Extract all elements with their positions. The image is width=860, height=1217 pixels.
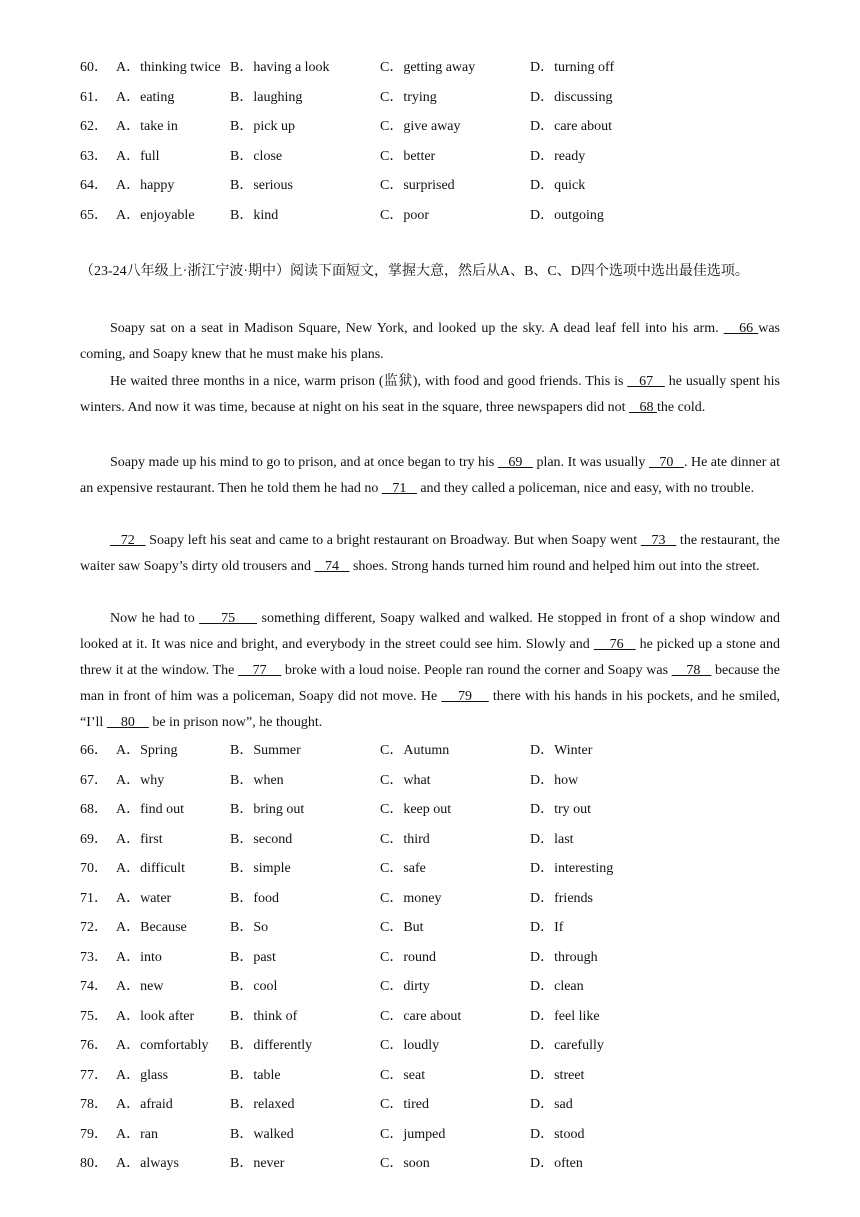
option-b: B．kind <box>230 207 279 223</box>
question-number: 71． <box>80 890 108 906</box>
option-a: A．new <box>116 979 164 994</box>
passage-text: because the man in front of him was a policeman, Soapy did not move. He <box>80 663 781 704</box>
question-number: 62． <box>80 119 108 134</box>
passage-paragraph-3 <box>80 450 780 502</box>
blank-79: 79 <box>441 689 489 704</box>
question-number: 74． <box>80 979 108 994</box>
option-a: A．look after <box>116 1008 195 1024</box>
option-d: D．carefully <box>530 1038 604 1053</box>
option-a: A．happy <box>116 178 175 193</box>
option-c: C．tired <box>380 1097 429 1112</box>
option-c: C．care about <box>380 1008 462 1024</box>
option-b: B．serious <box>230 178 293 193</box>
option-a: A．thinking twice <box>116 60 221 75</box>
question-number: 61． <box>80 89 108 105</box>
option-c: C．getting away <box>380 60 476 75</box>
option-b: B．cool <box>230 979 278 994</box>
passage-text: shoes. Strong hands turned him round and helped him out into the street. <box>349 559 760 574</box>
question-number: 63． <box>80 148 108 164</box>
option-d: D．often <box>530 1156 583 1171</box>
option-d: D．Winter <box>530 743 593 758</box>
passage-paragraph-4 <box>80 528 780 580</box>
option-a: A．into <box>116 949 162 965</box>
question-number: 73． <box>80 949 108 965</box>
question-number: 60． <box>80 60 108 75</box>
question-number: 72． <box>80 920 108 935</box>
option-a: A．full <box>116 148 160 164</box>
option-b: B．Summer <box>230 743 301 758</box>
blank-78: 78 <box>671 663 712 678</box>
option-d: D．try out <box>530 802 592 817</box>
option-c: C．Autumn <box>380 743 450 758</box>
question-number: 69． <box>80 831 108 847</box>
option-d: D．outgoing <box>530 207 604 223</box>
option-d: D．feel like <box>530 1008 600 1024</box>
blank-73: 73 <box>640 533 677 548</box>
option-d: D．ready <box>530 148 586 164</box>
question-number: 68． <box>80 802 108 817</box>
option-c: C．surprised <box>380 178 455 193</box>
blank-74: 74 <box>314 559 350 574</box>
option-b: B．never <box>230 1156 285 1171</box>
option-d: D．how <box>530 772 579 788</box>
option-b: B．second <box>230 831 293 847</box>
question-number: 78． <box>80 1097 108 1112</box>
option-c: C．keep out <box>380 802 452 817</box>
option-d: D．sad <box>530 1097 573 1112</box>
passage-paragraph-1 <box>80 316 780 368</box>
passage-text: He waited three months in a nice, warm prison (监狱), with food and good friends. This is <box>110 374 628 389</box>
option-d: D．interesting <box>530 861 614 876</box>
option-d: D．If <box>530 920 564 935</box>
option-a: A．always <box>116 1156 179 1171</box>
option-a: A．afraid <box>116 1097 173 1112</box>
option-d: D．last <box>530 831 574 847</box>
question-number: 70． <box>80 861 108 876</box>
passage-paragraph-2 <box>80 369 780 421</box>
option-d: D．friends <box>530 890 593 906</box>
option-a: A．eating <box>116 89 175 105</box>
option-d: D．turning off <box>530 60 615 75</box>
option-c: C．poor <box>380 207 429 223</box>
option-b: B．food <box>230 890 279 906</box>
passage-text: Soapy made up his mind to go to prison, and at once began to try his <box>110 455 498 470</box>
blank-77: 77 <box>237 663 282 678</box>
passage-text: was coming, and Soapy knew that he must make his plans. <box>80 321 781 362</box>
passage-text: he usually spent his winters. And now it was time, because at night on his seat in the square, three newspapers did not <box>80 374 781 415</box>
option-a: A．glass <box>116 1067 169 1083</box>
option-c: C．trying <box>380 89 437 105</box>
option-b: B．pick up <box>230 119 295 134</box>
option-a: A．Because <box>116 920 187 935</box>
option-a: A．take in <box>116 119 178 134</box>
option-a: A．first <box>116 831 163 847</box>
option-d: D．through <box>530 949 598 965</box>
option-a: A．find out <box>116 802 185 817</box>
question-number: 80． <box>80 1156 108 1171</box>
question-number: 64． <box>80 178 108 193</box>
option-c: C．what <box>380 772 431 788</box>
option-a: A．difficult <box>116 861 185 876</box>
option-b: B．past <box>230 949 276 965</box>
blank-71: 71 <box>381 481 417 496</box>
section-instruction: （23-24八年级上·浙江宁波·期中）阅读下面短文，掌握大意，然后从A、B、C、D四个选项中选出最佳选项。 <box>80 264 749 279</box>
option-b: B．when <box>230 772 284 788</box>
blank-76: 76 <box>593 637 636 652</box>
option-c: C．soon <box>380 1156 430 1171</box>
passage-text: plan. It was usually <box>532 455 649 470</box>
passage-text: Soapy left his seat and came to a bright restaurant on Broadway. But when Soapy went <box>145 533 641 548</box>
blank-75: 75 <box>199 611 258 626</box>
passage-text: something different, Soapy walked and walked. He stopped in front of a shop window and looked at it. It was nice and bright, and everybody in the street could see him. Slowly and <box>80 611 781 652</box>
blank-66: 66 <box>723 321 759 336</box>
option-b: B．think of <box>230 1008 298 1024</box>
passage-text: be in prison now”, he thought. <box>148 715 323 730</box>
option-b: B．laughing <box>230 89 303 105</box>
option-b: B．relaxed <box>230 1097 295 1112</box>
passage-text: . He ate dinner at an expensive restaurant. Then he told them he had no <box>80 455 781 496</box>
passage-text: he picked up a stone and threw it at the window. The <box>80 637 781 678</box>
option-a: A．why <box>116 772 165 788</box>
option-d: D．clean <box>530 979 584 994</box>
option-c: C．third <box>380 831 430 847</box>
option-c: C．loudly <box>380 1038 440 1053</box>
option-b: B．having a look <box>230 60 330 75</box>
blank-72: 72 <box>110 533 146 548</box>
option-d: D．discussing <box>530 89 613 105</box>
question-number: 75． <box>80 1008 108 1024</box>
option-b: B．walked <box>230 1126 294 1142</box>
passage-text: the restaurant, the waiter saw Soapy’s dirty old trousers and <box>80 533 781 574</box>
passage-text: the cold. <box>657 400 706 415</box>
question-number: 65． <box>80 207 108 223</box>
option-b: B．simple <box>230 861 291 876</box>
option-b: B．differently <box>230 1038 313 1053</box>
option-d: D．stood <box>530 1126 585 1142</box>
option-c: C．dirty <box>380 979 430 994</box>
passage-paragraph-5 <box>80 606 780 736</box>
option-b: B．So <box>230 920 269 935</box>
option-c: C．jumped <box>380 1126 446 1142</box>
option-c: C．But <box>380 920 424 935</box>
blank-80: 80 <box>106 715 149 730</box>
option-b: B．bring out <box>230 802 305 817</box>
option-c: C．money <box>380 890 442 906</box>
blank-67: 67 <box>627 374 665 389</box>
option-b: B．table <box>230 1067 281 1083</box>
option-a: A．Spring <box>116 743 178 758</box>
option-a: A．ran <box>116 1126 158 1142</box>
passage-text: Soapy sat on a seat in Madison Square, New York, and looked up the sky. A dead leaf fell into his arm. <box>110 321 724 336</box>
option-c: C．seat <box>380 1067 426 1083</box>
option-c: C．better <box>380 148 436 164</box>
option-a: A．enjoyable <box>116 207 195 223</box>
option-d: D．care about <box>530 119 613 134</box>
option-d: D．quick <box>530 178 586 193</box>
question-number: 79． <box>80 1126 108 1142</box>
question-number: 67． <box>80 772 108 788</box>
option-c: C．round <box>380 949 436 965</box>
question-number: 76． <box>80 1038 108 1053</box>
option-d: D．street <box>530 1067 585 1083</box>
question-number: 66． <box>80 743 108 758</box>
option-a: A．comfortably <box>116 1038 209 1053</box>
passage-text: and they called a policeman, nice and easy, with no trouble. <box>416 481 755 496</box>
blank-70: 70 <box>648 455 684 470</box>
blank-68: 68 <box>629 400 657 415</box>
option-c: C．safe <box>380 861 426 876</box>
passage-text: Now he had to <box>110 611 200 626</box>
question-number: 77． <box>80 1067 108 1083</box>
option-c: C．give away <box>380 119 461 134</box>
blank-69: 69 <box>497 455 533 470</box>
option-a: A．water <box>116 890 172 906</box>
option-b: B．close <box>230 148 283 164</box>
passage-text: broke with a loud noise. People ran round the corner and Soapy was <box>281 663 672 678</box>
passage-text: there with his hands in his pockets, and he smiled, “I’ll <box>80 689 781 730</box>
